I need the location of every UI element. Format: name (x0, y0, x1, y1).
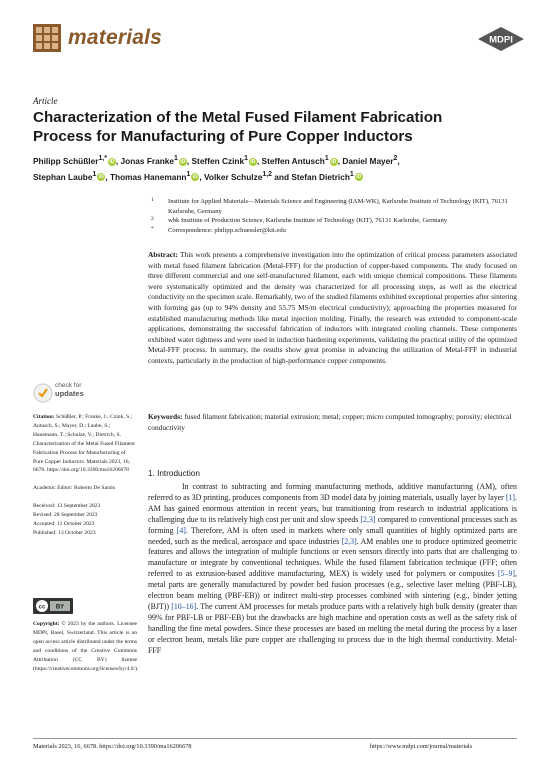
check-updates-line1: check for (55, 382, 82, 389)
orcid-icon[interactable]: iD (250, 158, 256, 165)
citation-link[interactable]: [2,3] (341, 536, 357, 546)
orcid-icon[interactable]: iD (356, 174, 362, 181)
journal-logo (33, 24, 61, 52)
intro-text-run: . AM has gained enormous attention in recent years, but transitioning from research to industrial applications is challenging due to its relatively high cost per unit and slow speeds (148, 492, 517, 524)
citation-link[interactable]: [2,3] (360, 514, 376, 524)
citation-link[interactable]: [5–9] (497, 569, 516, 579)
author[interactable]: Thomas Hanemann$^1$ iD , (109, 170, 204, 182)
intro-text-run: In contrast to subtracting and forming manufacturing methods, additive manufacturing (AM), often referred to as 3D printing, produces components from 3D model data by joining materials, usually layer by layer (148, 482, 517, 502)
by-label: BY (55, 604, 65, 611)
article-type: Article (33, 96, 58, 106)
author[interactable]: Steffen Antusch$^1$ iD , (261, 155, 343, 166)
date-accepted: Accepted: 11 October 2023 (33, 521, 95, 528)
date-published: Published: 13 October 2023 (33, 529, 96, 536)
date-received: Received: 13 September 2023 (33, 503, 101, 510)
check-updates-icon (33, 382, 53, 404)
footer-journal-url[interactable]: https://www.mdpi.com/journal/materials (370, 743, 473, 750)
keywords-label: Keywords: (148, 412, 183, 421)
cc-by-license-badge[interactable] (33, 598, 73, 614)
section-heading-introduction: 1. Introduction (148, 469, 200, 478)
orcid-icon[interactable]: iD (331, 158, 337, 165)
citation-link[interactable]: [10–16] (171, 601, 197, 611)
keywords-text: fused filament fabrication; material extrusion; metal; copper; micro computed tomography; porosity; electrical conductivity (148, 412, 512, 432)
check-updates-line2: updates (55, 389, 84, 398)
author[interactable]: Philipp Schüßler$^{1,*}$ iD , (33, 155, 121, 166)
author-connector: and (274, 171, 290, 182)
introduction-text (148, 482, 517, 657)
abstract-label: Abstract: (148, 250, 178, 259)
orcid-icon[interactable]: iD (98, 174, 104, 181)
author[interactable]: Stephan Laube$^1$ iD , (33, 170, 110, 182)
check-for-updates-button[interactable] (33, 378, 93, 408)
footer-divider (33, 738, 517, 739)
academic-editor: Academic Editor: Roberto De Santis (33, 485, 116, 492)
intro-text-run: . The current AM processes for metals produce parts with a relatively high bulk density (greater than 99% for PBF-LB or PBF-EB) but the drawbacks are high machine and operation costs as well as the safety risk of handling the fine metal powders. Since these processes are based on melting the metal during the process by a laser or electron beam, metals like pure copper are challenging to process due to the high thermal conductivity. Metal-FFF (148, 601, 517, 655)
footer-citation[interactable]: Materials 2023, 16, 6678. https://doi.org/10.3390/ma16206678 (33, 743, 192, 750)
cc-label: cc (38, 604, 46, 611)
mdpi-logo[interactable] (478, 27, 524, 51)
affiliations (148, 197, 518, 235)
orcid-icon[interactable]: iD (180, 158, 186, 165)
copyright-notice: Copyright: © 2023 by the authors. Licensee MDPI, Basel, Switzerland. This article is an open access article distributed under the terms and conditions of the Creative Commons Attribution (CC BY) license (https://creativecommons.org/licenses/by/4.0/). (33, 621, 139, 672)
author[interactable]: Steffen Czink$^1$ iD , (191, 155, 262, 166)
affiliation: 2 wbk Institute of Production Science, Karlsruhe Institute of Technology (KIT), 76131 Karlsruhe, Germany (151, 216, 448, 225)
author[interactable]: Jonas Franke$^1$ iD , (120, 155, 192, 166)
citation-link[interactable]: [4] (176, 525, 186, 535)
correspondence[interactable]: * Correspondence: philipp.schuessler@kit.edu (151, 225, 286, 234)
author[interactable]: Daniel Mayer$^2$, (342, 155, 400, 166)
author-list (33, 152, 513, 184)
journal-name: materials (68, 26, 163, 49)
intro-text-run: . AM enables one to produce optimized geometric features and allows the integration of multiple functions or even sensors directly into parts that are challenging to manufacture or integrate by conventional techniques. While the fused filament fabrication technique (FFF; often referred to as extrusion-based additive manufacturing, MEX) is widely used for polymers or composites (148, 536, 517, 579)
abstract (148, 250, 517, 367)
intro-text-run: , metal parts are generally manufactured by powder bed fusion processes (e.g., selective laser melting (PBF-LB), electron beam melting (PBF-EB)) or indirect multi-step processes combined with sintering (e.g., binder jetting (BJT)) (148, 569, 517, 611)
date-revised: Revised: 28 September 2023 (33, 512, 98, 519)
intro-text-run: compared to conventional processes such as forming (148, 514, 517, 535)
citation: Citation: Schüßler, P.; Franke, J.; Czink, S.; Antusch, S.; Mayer, D.; Laube, S.; Hanemann, T.; Schulze, V.; Dietrich, S. Characterization of the Metal Fused Filament Fabrication Process for Manufacturing of Pure Copper Inductors. Materials 2023, 16, 6678. https://doi.org/10.3390/ma16206678 (33, 414, 135, 474)
orcid-icon[interactable]: iD (192, 174, 198, 181)
intro-text-run: . Therefore, AM is often used in markets where only small quantities of highly optimized parts are needed, such as the medical, aerospace and space industries (148, 525, 517, 546)
paper-title: Characterization of the Metal Fused Filament Fabrication Process for Manufacturing of Pure Copper Inductors (33, 109, 443, 145)
abstract-text: This work presents a comprehensive investigation into the optimization of critical process parameters associated with metal fused filament fabrication (Metal-FFF) for the production of copper-based components. The study focused on three different commercial and one self-manufactured filament, each with unique chemical compositions. These filaments were systematically optimized and the density was characterized for all processing steps, as well as the electrical conductivity on the specimen scale. Remarkably, two of the studied filaments exhibited exceptional properties after sintering with forming gas (up to 94% density and 55.75 MS/m electrical conductivity); approaching the properties measured for established manufacturing methods like metal injection molding. Finally, the research was extended to component-scale applications, demonstrating the successful fabrication of inductors with integrated cooling channels. These components exhibited water tightness and were used in induction hardening experiments, validating the practical utility of the optimized Metal-FFF process. In summary, the results show great promise in advancing the utilization of Metal-FFF in industrial contexts, particularly in the production of high-performance copper components. (148, 250, 517, 365)
keywords (148, 412, 517, 433)
sidebar-info (33, 413, 137, 538)
author[interactable]: Volker Schulze$^{1,2}$ (203, 170, 272, 182)
author[interactable]: Stefan Dietrich$^1$ iD (291, 170, 362, 182)
affiliation: 1 Institute for Applied Materials—Materials Science and Engineering (IAM-WK), Karlsruhe Institute of Technology (KIT), 76131 Karlsruhe, Germany (151, 197, 508, 215)
citation-link[interactable]: [1] (505, 492, 516, 502)
orcid-icon[interactable]: iD (109, 158, 115, 165)
mdpi-logo-text: MDPI (489, 34, 513, 46)
